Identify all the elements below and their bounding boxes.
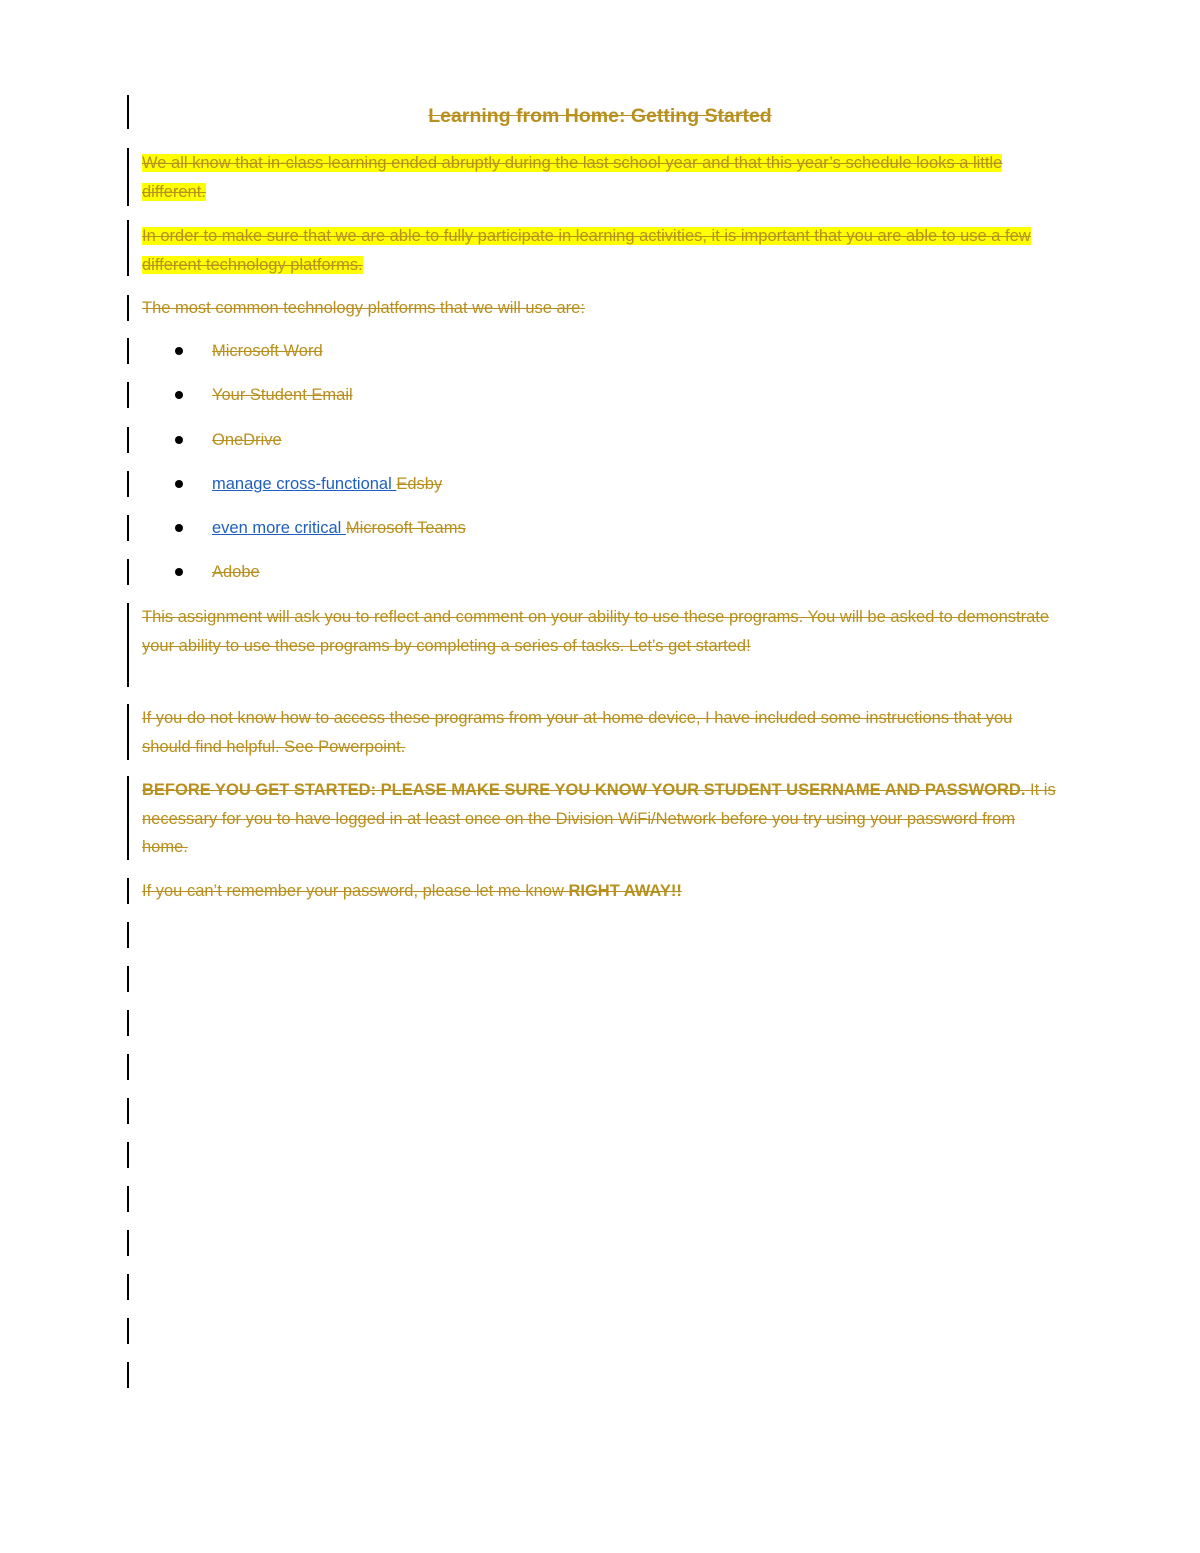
paragraph-before-start — [142, 776, 1057, 862]
list-item — [142, 426, 1042, 454]
list-item-deleted-text: Adobe — [212, 563, 260, 581]
paragraph-participate-text: In order to make sure that we are able to fully participate in learning activities, it is important that you are able to use a few different technology platforms. — [142, 227, 1031, 274]
bullet-icon — [175, 480, 183, 488]
list-item-text — [212, 558, 260, 586]
change-bar — [127, 1186, 129, 1212]
change-bar — [127, 1010, 129, 1036]
change-bar — [127, 922, 129, 948]
change-bar — [127, 1274, 129, 1300]
list-item-inserted-text: even more critical — [212, 519, 346, 537]
list-item — [142, 514, 1042, 542]
change-bar — [127, 966, 129, 992]
paragraph-access — [142, 704, 1057, 761]
document-title-text: Learning from Home: Getting Started — [428, 105, 772, 127]
list-item-text — [212, 337, 323, 365]
change-bar — [127, 1230, 129, 1256]
change-bar — [127, 1142, 129, 1168]
bullet-icon — [175, 524, 183, 532]
change-bar — [127, 427, 129, 453]
paragraph-assignment-text: This assignment will ask you to reflect and comment on your ability to use these programs. You will be asked to demonstrate your ability to use these programs by completing a series of tasks. Let’s get started! — [142, 608, 1050, 655]
paragraph-before-start-bold: BEFORE YOU GET STARTED: PLEASE MAKE SURE YOU KNOW YOUR STUDENT USERNAME AND PASSWORD. — [142, 781, 1026, 799]
change-bar — [127, 471, 129, 497]
list-item-text — [212, 514, 466, 542]
paragraph-before-start-text: It is necessary for you to have logged in at least once on the Division WiFi/Network before you try using your password from home. — [142, 781, 1056, 856]
paragraph-intro — [142, 149, 1057, 206]
paragraph-platforms-intro — [142, 294, 1057, 323]
bullet-icon — [175, 391, 183, 399]
list-item — [142, 381, 1042, 409]
change-bar — [127, 559, 129, 585]
bullet-icon — [175, 436, 183, 444]
list-item-deleted-text: Your Student Email — [212, 386, 353, 404]
list-item-deleted-text: Microsoft Teams — [345, 519, 466, 537]
bullet-icon — [175, 347, 183, 355]
change-bar — [127, 878, 129, 904]
paragraph-intro-text: We all know that in-class learning ended abruptly during the last school year and that this year’s schedule looks a little different. — [142, 154, 1003, 201]
bullet-icon — [175, 568, 183, 576]
change-bar — [127, 295, 129, 321]
list-item — [142, 558, 1042, 586]
change-bar — [127, 148, 129, 206]
list-item — [142, 470, 1042, 498]
change-bar — [127, 1318, 129, 1344]
change-bar — [127, 776, 129, 860]
list-item-text — [212, 381, 353, 409]
paragraph-password — [142, 877, 1057, 906]
change-bar — [127, 1098, 129, 1124]
change-bar — [127, 515, 129, 541]
paragraph-platforms-intro-text: The most common technology platforms that we will use are: — [142, 299, 585, 317]
paragraph-password-text: If you can’t remember your password, please let me know — [142, 882, 569, 900]
list-item-deleted-text: Microsoft Word — [212, 342, 323, 360]
change-bar — [127, 1362, 129, 1388]
change-bar — [127, 603, 129, 687]
change-bar — [127, 1054, 129, 1080]
list-item-deleted-text: Edsby — [396, 475, 443, 493]
list-item-deleted-text: OneDrive — [212, 431, 282, 449]
change-bar — [127, 704, 129, 760]
list-item-text — [212, 470, 442, 498]
list-item-inserted-text: manage cross-functional — [212, 475, 397, 493]
paragraph-assignment — [142, 603, 1057, 660]
list-item — [142, 337, 1042, 365]
paragraph-participate — [142, 222, 1057, 279]
change-bar — [127, 220, 129, 276]
paragraph-password-bold: RIGHT AWAY!! — [568, 882, 682, 900]
document-title — [0, 102, 1200, 130]
change-bar — [127, 382, 129, 408]
paragraph-access-text: If you do not know how to access these programs from your at-home device, I have included some instructions that you should find helpful. See Powerpoint. — [142, 709, 1013, 756]
change-bar — [127, 338, 129, 364]
list-item-text — [212, 426, 282, 454]
